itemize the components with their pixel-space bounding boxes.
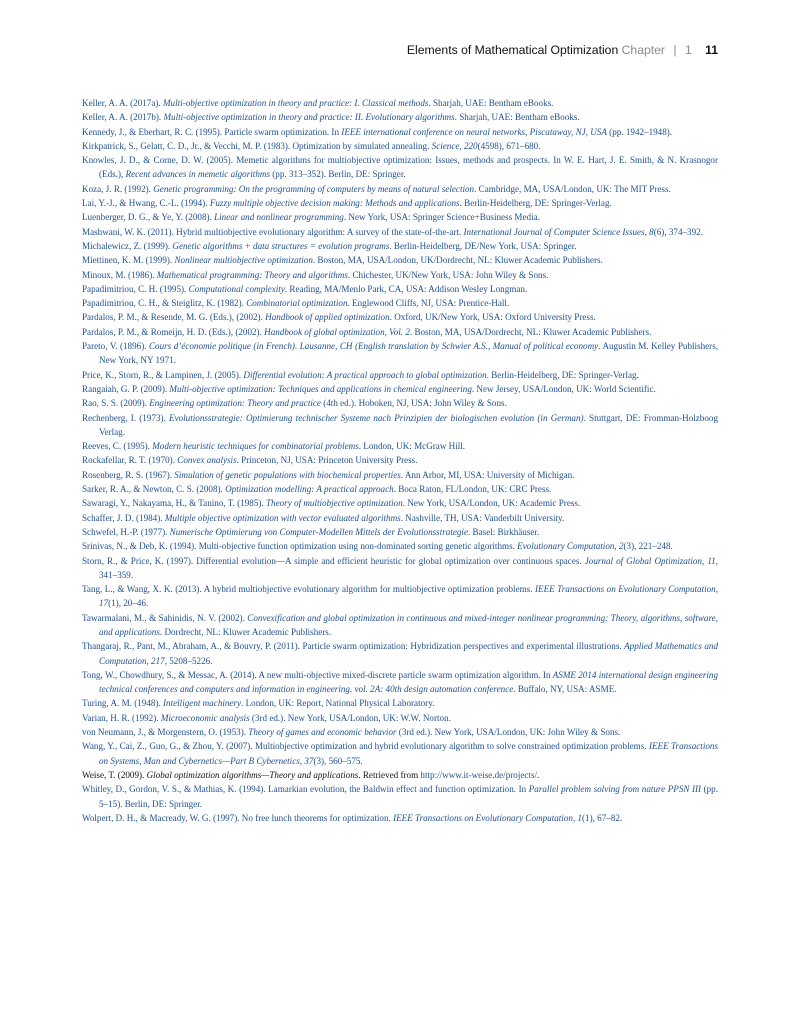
reference-entry — [82, 110, 718, 124]
reference-text: . Boca Raton, FL/London, UK: CRC Press. — [393, 484, 552, 495]
reference-entry — [82, 225, 718, 239]
reference-text: . Augustin M. Kelley Publishers, New York, NY 1971. — [99, 341, 719, 366]
reference-entry — [82, 668, 718, 697]
reference-text: Varian, H. R. (1992). — [82, 712, 161, 723]
reference-text: Reeves, C. (1995). — [82, 441, 153, 452]
reference-entry — [82, 725, 718, 739]
reference-text: Turing, A. M. (1948). — [82, 698, 164, 709]
reference-text: . Stuttgart, DE: Fromman-Holzboog Verlag. — [99, 412, 718, 437]
reference-entry — [82, 525, 718, 539]
reference-entry — [82, 296, 718, 310]
reference-text: . New York, USA: Springer Science+Business Media. — [343, 212, 540, 223]
reference-entry — [82, 139, 718, 153]
reference-entry — [82, 539, 718, 553]
reference-text: von Neumann, J., & Morgenstern, O. (1953). — [82, 727, 249, 738]
reference-text: Papadimitriou, C. H. (1995). — [82, 283, 189, 294]
reference-text: Pardalos, P. M., & Resende, M. G. (Eds.), (2002). — [82, 312, 266, 323]
page-number: 11 — [705, 43, 718, 57]
header-separator: | — [673, 43, 677, 57]
reference-text: , — [146, 655, 152, 666]
reference-text: . Reading, MA/Menlo Park, CA, USA: Addison Wesley Longman. — [284, 283, 528, 294]
reference-text: . Chichester, UK/New York, USA: John Wiley & Sons. — [347, 269, 549, 280]
reference-text: Rockafellar, R. T. (1970). — [82, 455, 178, 466]
reference-text: , — [614, 541, 619, 552]
reference-text: (6), 374–392. — [653, 226, 703, 237]
reference-title: Mathematical programming: Theory and algorithms — [156, 269, 348, 280]
reference-entry — [82, 582, 718, 611]
reference-entry — [82, 382, 718, 396]
reference-text: . Basel: Birkhäuser. — [468, 526, 540, 537]
reference-entry — [82, 268, 718, 282]
chapter-number: 1 — [684, 43, 692, 57]
reference-entry — [82, 782, 718, 811]
reference-title: 217 — [151, 655, 165, 666]
reference-entry — [82, 239, 718, 253]
reference-text: Miettinen, K. M. (1999). — [82, 255, 175, 266]
reference-text: Rao, S. S. (2009). — [82, 398, 150, 409]
reference-title: IEEE international conference on neural networks, Piscataway, NJ, USA — [341, 126, 607, 137]
reference-text: . New York, USA/London, UK: Academic Press. — [402, 498, 581, 509]
reference-title: Nonlinear multiobjective optimization — [174, 255, 313, 266]
reference-text: Keller, A. A. (2017a). — [82, 98, 163, 108]
reference-text: (3), 221–248. — [623, 541, 673, 552]
reference-title: Differential evolution: A practical approach to global optimization — [243, 369, 487, 380]
reference-title: Combinatorial optimization — [246, 298, 348, 309]
reference-text: , — [701, 555, 708, 566]
reference-title: Global optimization algorithms—Theory and applications — [146, 769, 359, 780]
reference-title: Evolutionsstrategie: Optimierung technischer Systeme nach Prinzipien der biologischen evolution (in German) — [169, 412, 584, 423]
reference-title: 2 — [618, 541, 624, 552]
reference-text: Whitley, D., Gordon, V. S., & Mathias, K. (1994). Lamarkian evolution, the Baldwin effect and function optimization. In — [82, 784, 529, 795]
reference-title: 37 — [304, 755, 314, 766]
chapter-label: Chapter — [621, 43, 665, 57]
reference-text: . London, UK: McGraw Hill. — [358, 441, 466, 452]
reference-text: Rosenberg, R. S. (1967). — [82, 469, 175, 480]
reference-title: Handbook of applied optimization — [265, 312, 390, 323]
reference-title: IEEE Transactions on Evolutionary Computation — [535, 584, 716, 595]
reference-text: . Princeton, NJ, USA: Princeton University Press. — [236, 455, 418, 466]
reference-link[interactable]: http://www.it-weise.de/projects/ — [420, 769, 538, 780]
reference-text: Wolpert, D. H., & Macready, W. G. (1997). No free lunch theorems for optimization. — [82, 812, 394, 823]
reference-title: Simulation of genetic populations with biochemical properties — [174, 469, 401, 480]
reference-title: Theory of multiobjective optimization — [265, 498, 403, 509]
reference-text: Sarker, R. A., & Newton, C. S. (2008). — [82, 484, 226, 495]
reference-text: (3), 560–575. — [313, 755, 363, 766]
reference-title: Intelligent machinery — [163, 698, 242, 709]
reference-text: . Englewood Cliffs, NJ, USA: Prentice-Hall. — [347, 298, 510, 309]
reference-title: Genetic programming: On the programming of computers by means of natural selection — [153, 183, 475, 194]
reference-entry — [82, 696, 718, 710]
reference-text: Schaffer, J. D. (1984). — [82, 512, 165, 523]
reference-text: . London, UK: Report, National Physical Laboratory. — [241, 698, 435, 709]
reference-text: . Dordrecht, NL: Kluwer Academic Publishers. — [159, 626, 332, 637]
reference-title: Modern heuristic techniques for combinatorial problems — [152, 441, 359, 452]
reference-title: Evolutionary Computation — [517, 541, 615, 552]
reference-title: 8 — [649, 226, 654, 237]
reference-text: Tong, W., Chowdhury, S., & Messac, A. (2014). A new multi-objective mixed-discrete particle swarm optimization algorithm. In — [82, 669, 553, 680]
reference-text: , — [644, 226, 650, 237]
running-head — [407, 43, 718, 57]
reference-text: , 5208–5226. — [164, 655, 213, 666]
reference-text: (1), 20–46. — [108, 598, 149, 609]
reference-title: Fuzzy multiple objective decision making: Methods and applications — [209, 198, 460, 209]
reference-entry — [82, 125, 718, 139]
reference-text: Lai, Y.-J., & Hwang, C.-L. (1994). — [82, 198, 210, 209]
reference-entry — [82, 196, 718, 210]
reference-title: IEEE Transactions on Systems, Man and Cybernetics—Part B Cybernetics — [99, 741, 718, 766]
reference-text: Luenberger, D. G., & Ye, Y. (2008). — [82, 212, 215, 223]
reference-text: . Boston, MA, USA/Dordrecht, NL: Kluwer Academic Publishers. — [409, 326, 652, 337]
reference-text: Pardalos, P. M., & Romeijn, H. D. (Eds.), (2002). — [82, 326, 265, 337]
reference-text: Rangaiah, G. P. (2009). — [82, 383, 170, 394]
reference-text: (pp. 313–352). Berlin, DE: Springer. — [269, 169, 406, 180]
reference-text: . New Jersey, USA/London, UK: World Scientific. — [471, 383, 656, 394]
reference-title: Numerische Optimierung von Computer-Modellen Mittels der Evolutionsstrategie — [169, 526, 468, 537]
reference-title: 17 — [99, 598, 109, 609]
reference-text: Minoux, M. (1986). — [82, 269, 157, 280]
reference-text: Schwefel, H.-P. (1977). — [82, 526, 170, 537]
reference-text: . Sharjah, UAE: Bentham eBooks. — [454, 112, 580, 123]
reference-text: . — [537, 769, 540, 780]
reference-text: , 341–359. — [99, 555, 719, 580]
reference-text: (pp. 1942–1948). — [606, 126, 673, 137]
reference-text: . Nashville, TH, USA: Vanderbilt University. — [400, 512, 565, 523]
reference-title: Science — [431, 140, 460, 151]
reference-text: Rechenberg, I. (1973). — [82, 412, 170, 423]
reference-title: Cours d’économie politique (in French). Lausanne, CH (English translation by Schwier A.S., Manual of political economy — [148, 341, 599, 352]
book-title: Elements of Mathematical Optimization — [406, 43, 619, 57]
reference-title: Multi-objective optimization: Techniques and applications in chemical engineering — [169, 383, 472, 394]
reference-text: Price, K., Storn, R., & Lampinen, J. (2005). — [82, 369, 244, 380]
reference-entry — [82, 339, 718, 368]
reference-title: Journal of Global Optimization — [584, 555, 702, 566]
reference-text: (pp. 5–15). Berlin, DE: Springer. — [99, 784, 718, 809]
reference-text: . Sharjah, UAE: Bentham eBooks. — [428, 98, 554, 108]
reference-entry — [82, 468, 718, 482]
reference-text: Koza, J. R. (1992). — [82, 183, 154, 194]
reference-entry — [82, 325, 718, 339]
reference-text: Kennedy, J., & Eberhart, R. C. (1995). Particle swarm optimization. In — [82, 126, 342, 137]
reference-text: . Cambridge, MA, USA/London, UK: The MIT Press. — [474, 183, 671, 194]
reference-entry — [82, 210, 718, 224]
reference-text: Papadimitriou, C. H., & Steiglitz, K. (1982). — [82, 298, 247, 309]
reference-entry — [82, 182, 718, 196]
reference-entry — [82, 496, 718, 510]
reference-entry — [82, 411, 718, 440]
reference-text: Srinivas, N., & Deb, K. (1994). Multi-objective function optimization using non-dominated sorting genetic algorithms. — [82, 541, 518, 552]
reference-entry — [82, 768, 718, 782]
reference-title: Multi-objective optimization in theory and practice: I. Classical methods — [162, 98, 429, 108]
reference-text: . Berlin-Heidelberg, DE: Springer-Verlag. — [486, 369, 639, 380]
reference-title: Computational complexity — [188, 283, 285, 294]
reference-title: Genetic algorithms + data structures = evolution programs — [172, 240, 390, 251]
reference-text: . Retrieved from — [358, 769, 421, 780]
reference-entry — [82, 639, 718, 668]
reference-text: . Oxford, UK/New York, USA: Oxford University Press. — [389, 312, 596, 323]
reference-text: Sawaragi, Y., Nakayama, H., & Tanino, T. (1985). — [82, 498, 266, 509]
reference-text: (1), 67–82. — [582, 812, 623, 823]
reference-text: Mashwani, W. K. (2011). Hybrid multiobjective evolutionary algorithm: A survey of the state-of-the-art. — [82, 226, 464, 237]
reference-title: Optimization modelling: A practical approach — [225, 484, 394, 495]
reference-text: Knowles, J. D., & Corne, D. W. (2005). Memetic algorithms for multiobjective optimization: Issues, methods and prospects. In W. E. Hart, J. E. Smith, & N. Krasnogor (Eds.), — [82, 155, 718, 180]
reference-text: Storn, R., & Price, K. (1997). Differential evolution—A simple and efficient heuristic for global optimization over continuous spaces. — [82, 555, 585, 566]
reference-entry — [82, 253, 718, 267]
reference-title: Linear and nonlinear programming — [214, 212, 344, 223]
reference-entry — [82, 811, 718, 825]
reference-title: Convexification and global optimization in continuous and mixed-integer nonlinear programming: Theory, algorithms, software, and applications — [99, 612, 718, 637]
reference-title: 11 — [707, 555, 716, 566]
reference-text: (3rd ed.). New York, USA/London, UK: W.W. Norton. — [249, 712, 451, 723]
reference-entry — [82, 96, 718, 110]
reference-title: Theory of games and economic behavior — [248, 727, 397, 738]
reference-title: Handbook of global optimization, Vol. 2 — [264, 326, 410, 337]
reference-text: , — [299, 755, 305, 766]
reference-entry — [82, 611, 718, 640]
reference-text: (3rd ed.). New York, USA/London, UK: John Wiley & Sons. — [396, 727, 621, 738]
reference-text: , — [572, 812, 578, 823]
reference-text: Tawarmalani, M., & Sahinidis, N. V. (2002). — [82, 612, 248, 623]
reference-text: , — [715, 584, 718, 595]
reference-title: Microeconomic analysis — [160, 712, 250, 723]
reference-title: Multi-objective optimization in theory and practice: II. Evolutionary algorithms — [163, 112, 455, 123]
reference-title: IEEE Transactions on Evolutionary Computation — [393, 812, 573, 823]
reference-text: Kirkpatrick, S., Gelatt, C. D., Jr., & Vecchi, M. P. (1983). Optimization by simulated annealing. — [82, 140, 432, 151]
reference-list — [82, 96, 718, 825]
reference-title: Convex analysis — [177, 455, 237, 466]
reference-title: 1 — [577, 812, 583, 823]
reference-title: Applied Mathematics and Computation — [99, 641, 718, 666]
reference-text: . Buffalo, NY, USA: ASME. — [513, 684, 617, 695]
reference-text: . Berlin-Heidelberg, DE: Springer-Verlag. — [459, 198, 612, 209]
reference-text: Tang, L., & Wang, X. K. (2013). A hybrid multiobjective evolutionary algorithm for multiobjective optimization problems. — [82, 584, 535, 595]
reference-entry — [82, 282, 718, 296]
reference-text: Wang, Y., Cai, Z., Guo, G., & Zhou, Y. (2007). Multiobjective optimization and hybrid evolutionary algorithm to solve constrained optimization problems. — [82, 741, 649, 752]
reference-entry — [82, 396, 718, 410]
reference-title: Recent advances in memetic algorithms — [125, 169, 270, 180]
reference-entry — [82, 482, 718, 496]
reference-entry — [82, 739, 718, 768]
reference-text: Thangaraj, R., Pant, M., Abraham, A., & Bouvry, P. (2011). Particle swarm optimization: Hybridization perspectives and experimental illustrations. — [82, 641, 625, 652]
reference-entry — [82, 554, 718, 583]
reference-text: Keller, A. A. (2017b). — [82, 112, 164, 123]
reference-entry — [82, 511, 718, 525]
reference-title: Multiple objective optimization with vector evaluated algorithms — [164, 512, 401, 523]
reference-entry — [82, 153, 718, 182]
reference-title: International Journal of Computer Science Issues — [463, 226, 645, 237]
reference-entry — [82, 310, 718, 324]
reference-text: . Boston, MA, USA/London, UK/Dordrecht, NL: Kluwer Academic Publishers. — [312, 255, 603, 266]
reference-entry — [82, 368, 718, 382]
reference-text: Michalewicz, Z. (1999). — [82, 240, 173, 251]
reference-title: Parallel problem solving from nature PPSN III — [528, 784, 702, 795]
reference-text: (4th ed.). Hoboken, NJ, USA: John Wiley & Sons. — [320, 398, 507, 409]
reference-text: Weise, T. (2009). — [82, 769, 147, 780]
reference-entry — [82, 439, 718, 453]
reference-text: , — [459, 140, 464, 151]
reference-entry — [82, 453, 718, 467]
reference-text: . Ann Arbor, MI, USA: University of Michigan. — [400, 469, 575, 480]
reference-text: . Berlin-Heidelberg, DE/New York, USA: Springer. — [389, 240, 577, 251]
reference-title: 220 — [463, 140, 478, 151]
reference-title: ASME 2014 international design engineering technical conferences and computers and information in engineering. vol. 2A: 40th design automation conference — [99, 669, 718, 695]
reference-title: Engineering optimization: Theory and practice — [149, 398, 321, 409]
reference-entry — [82, 711, 718, 725]
reference-text: (4598), 671–680. — [477, 140, 541, 151]
reference-text: Pareto, V. (1896). — [82, 341, 149, 352]
